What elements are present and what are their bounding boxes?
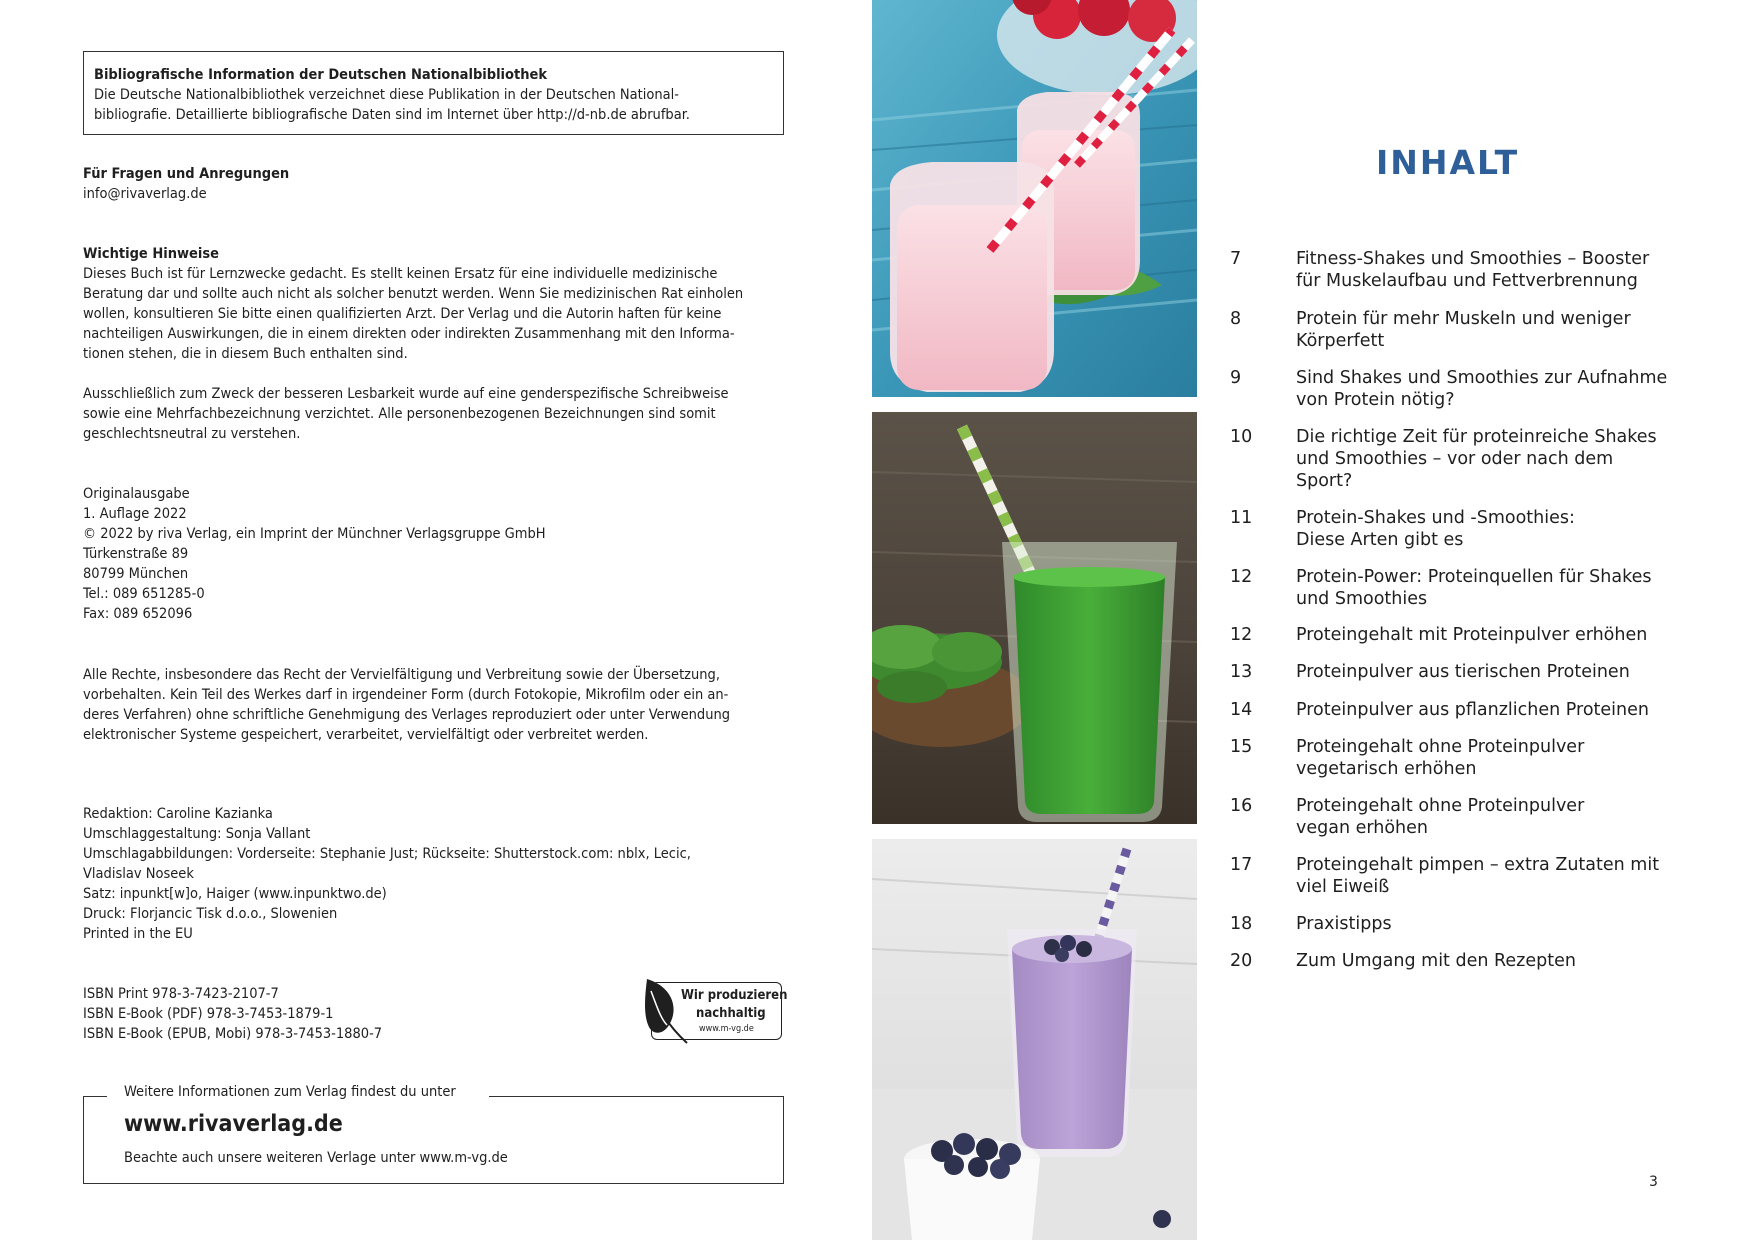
toc-entry-text	[1296, 566, 1696, 610]
toc-entry-text	[1296, 507, 1696, 551]
toc-entry-text	[1296, 426, 1696, 492]
toc-page-number: 12	[1230, 567, 1253, 587]
blueberry-smoothie-photo	[872, 839, 1197, 1240]
toc-entry-text	[1296, 699, 1696, 721]
toc-entry-line: Protein-Power: Proteinquellen für Shakes	[1296, 567, 1652, 587]
contact-email: info@rivaverlag.de	[83, 186, 207, 202]
credits-line: Umschlagabbildungen: Vorderseite: Stephanie Just; Rückseite: Shutterstock.com: nblx, Lecic,	[83, 846, 691, 862]
toc-entry-line: Praxistipps	[1296, 914, 1392, 934]
publisher-info-top-rule	[83, 1096, 107, 1097]
toc-page-number: 16	[1230, 796, 1253, 816]
publisher-info-caption: Weitere Informationen zum Verlag findest du unter	[124, 1084, 456, 1100]
toc-page-number: 7	[1230, 249, 1242, 269]
toc-entry-text	[1296, 661, 1696, 683]
toc-entry-text	[1296, 248, 1696, 292]
important-notes-heading: Wichtige Hinweise	[83, 246, 219, 262]
edition-line: 1. Auflage 2022	[83, 506, 187, 522]
toc-entry-text	[1296, 736, 1696, 780]
publisher-info-subline: Beachte auch unsere weiteren Verlage unter www.m-vg.de	[124, 1150, 508, 1166]
edition-line: Türkenstraße 89	[83, 546, 189, 562]
toc-entry-line: viel Eiweiß	[1296, 877, 1390, 897]
toc-entry-line: Körperfett	[1296, 331, 1385, 351]
toc-entry-line: Proteingehalt pimpen – extra Zutaten mit	[1296, 855, 1660, 875]
toc-entry-text	[1296, 624, 1696, 646]
toc-entry-line: Protein-Shakes und -Smoothies:	[1296, 508, 1575, 528]
toc-page-number: 20	[1230, 951, 1253, 971]
publisher-info-box	[83, 1084, 784, 1184]
publisher-info-top-rule	[489, 1096, 784, 1097]
toc-entry-text	[1296, 854, 1696, 898]
toc-entry-text	[1296, 795, 1696, 839]
isbn-line: ISBN E-Book (PDF) 978-3-7453-1879-1	[83, 1006, 334, 1022]
toc-entry-line: Protein für mehr Muskeln und weniger	[1296, 309, 1631, 329]
credits-block	[83, 804, 791, 944]
credits-line: Redaktion: Caroline Kazianka	[83, 806, 273, 822]
isbn-line: ISBN Print 978-3-7423-2107-7	[83, 986, 279, 1002]
toc-entry-text	[1296, 950, 1696, 972]
toc-entry-text	[1296, 308, 1696, 352]
sustainability-logo-line2: nachhaltig	[696, 1006, 766, 1021]
rights-block	[83, 665, 791, 745]
contact-block	[83, 164, 791, 204]
toc-entry-line: vegetarisch erhöhen	[1296, 759, 1477, 779]
edition-line: © 2022 by riva Verlag, ein Imprint der Münchner Verlagsgruppe GmbH	[83, 526, 546, 542]
bibliographic-line: bibliografie. Detaillierte bibliografische Daten sind im Internet über http://d-nb.de abrufbar.	[94, 107, 690, 123]
strawberry-shake-photo	[872, 0, 1197, 397]
toc-entry-line: Fitness-Shakes und Smoothies – Booster	[1296, 249, 1650, 269]
gender-line: sowie eine Mehrfachbezeichnung verzichtet. Alle personenbezogenen Bezeichnungen sind somit	[83, 406, 716, 422]
toc-page-number: 17	[1230, 855, 1253, 875]
toc-page-number: 11	[1230, 508, 1253, 528]
gender-line: geschlechtsneutral zu verstehen.	[83, 426, 301, 442]
credits-line: Vladislav Noseek	[83, 866, 194, 882]
toc-entry-line: Proteingehalt ohne Proteinpulver	[1296, 737, 1585, 757]
notes-line: Beratung dar und sollte auch nicht als solcher benutzt werden. Wenn Sie medizinischen Rat einholen	[83, 286, 744, 302]
bibliographic-heading: Bibliografische Information der Deutschen Nationalbibliothek	[94, 67, 548, 83]
toc-page-number: 9	[1230, 368, 1242, 388]
toc-entry-line: Sport?	[1296, 471, 1353, 491]
toc-entry-line: Sind Shakes und Smoothies zur Aufnahme	[1296, 368, 1668, 388]
isbn-line: ISBN E-Book (EPUB, Mobi) 978-3-7453-1880-7	[83, 1026, 383, 1042]
toc-page-number: 10	[1230, 427, 1253, 447]
notes-line: tionen stehen, die in diesem Buch enthalten sind.	[83, 346, 408, 362]
toc-entry-line: Die richtige Zeit für proteinreiche Shakes	[1296, 427, 1657, 447]
toc-page-number: 13	[1230, 662, 1253, 682]
gender-line: Ausschließlich zum Zweck der besseren Lesbarkeit wurde auf eine genderspezifische Schreibweise	[83, 386, 729, 402]
bibliographic-info-box	[83, 51, 784, 135]
toc-entry-text	[1296, 913, 1696, 935]
sustainability-logo-url: www.m-vg.de	[699, 1024, 754, 1034]
contact-heading: Für Fragen und Anregungen	[83, 166, 290, 182]
publisher-website: www.rivaverlag.de	[124, 1111, 343, 1137]
gender-note-block	[83, 384, 791, 444]
toc-entry-line: Zum Umgang mit den Rezepten	[1296, 951, 1576, 971]
edition-line: Fax: 089 652096	[83, 606, 193, 622]
toc-entry-line: und Smoothies	[1296, 589, 1428, 609]
sustainability-logo	[643, 979, 788, 1044]
notes-line: Dieses Buch ist für Lernzwecke gedacht. Es stellt keinen Ersatz für eine individuelle medizinische	[83, 266, 718, 282]
toc-page-number: 18	[1230, 914, 1253, 934]
important-notes-block	[83, 244, 791, 364]
rights-line: elektronischer Systeme gespeichert, verarbeitet, vervielfältigt oder verbreitet werden.	[83, 727, 649, 743]
toc-entry-line: für Muskelaufbau und Fettverbrennung	[1296, 271, 1638, 291]
toc-page-number: 12	[1230, 625, 1253, 645]
edition-line: Tel.: 089 651285-0	[83, 586, 205, 602]
sustainability-logo-line1: Wir produzieren	[681, 988, 788, 1003]
green-smoothie-photo	[872, 412, 1197, 824]
page-number: 3	[1649, 1174, 1658, 1190]
edition-block	[83, 484, 791, 624]
toc-entry-line: Proteingehalt ohne Proteinpulver	[1296, 796, 1585, 816]
toc-entry-line: Diese Arten gibt es	[1296, 530, 1464, 550]
rights-line: deres Verfahren) ohne schriftliche Genehmigung des Verlages reproduziert oder unter Verwendung	[83, 707, 731, 723]
toc-page-number: 8	[1230, 309, 1242, 329]
toc-page-number: 14	[1230, 700, 1253, 720]
bibliographic-line: Die Deutsche Nationalbibliothek verzeichnet diese Publikation in der Deutschen National-	[94, 87, 679, 103]
toc-entry-line: Proteinpulver aus tierischen Proteinen	[1296, 662, 1630, 682]
notes-line: nachteiligen Auswirkungen, die in einem direkten oder indirekten Zusammenhang mit den Informa-	[83, 326, 735, 342]
credits-line: Printed in the EU	[83, 926, 193, 942]
toc-entry-line: von Protein nötig?	[1296, 390, 1455, 410]
credits-line: Satz: inpunkt[w]o, Haiger (www.inpunktwo.de)	[83, 886, 387, 902]
notes-line: wollen, konsultieren Sie bitte einen qualifizierten Arzt. Der Verlag und die Autorin haften für keine	[83, 306, 722, 322]
credits-line: Druck: Florjancic Tisk d.o.o., Slowenien	[83, 906, 338, 922]
toc-entry-line: Proteinpulver aus pflanzlichen Proteinen	[1296, 700, 1649, 720]
toc-entry-line: und Smoothies – vor oder nach dem	[1296, 449, 1614, 469]
rights-line: vorbehalten. Kein Teil des Werkes darf in irgendeiner Form (durch Fotokopie, Mikrofilm oder ein an-	[83, 687, 729, 703]
rights-line: Alle Rechte, insbesondere das Recht der Vervielfältigung und Verbreitung sowie der Übersetzung,	[83, 667, 720, 683]
toc-page-number: 15	[1230, 737, 1253, 757]
edition-line: Originalausgabe	[83, 486, 190, 502]
edition-line: 80799 München	[83, 566, 189, 582]
toc-entry-line: vegan erhöhen	[1296, 818, 1429, 838]
toc-entry-text	[1296, 367, 1696, 411]
credits-line: Umschlaggestaltung: Sonja Vallant	[83, 826, 311, 842]
toc-title: INHALT	[1376, 143, 1520, 182]
toc-entry-line: Proteingehalt mit Proteinpulver erhöhen	[1296, 625, 1648, 645]
